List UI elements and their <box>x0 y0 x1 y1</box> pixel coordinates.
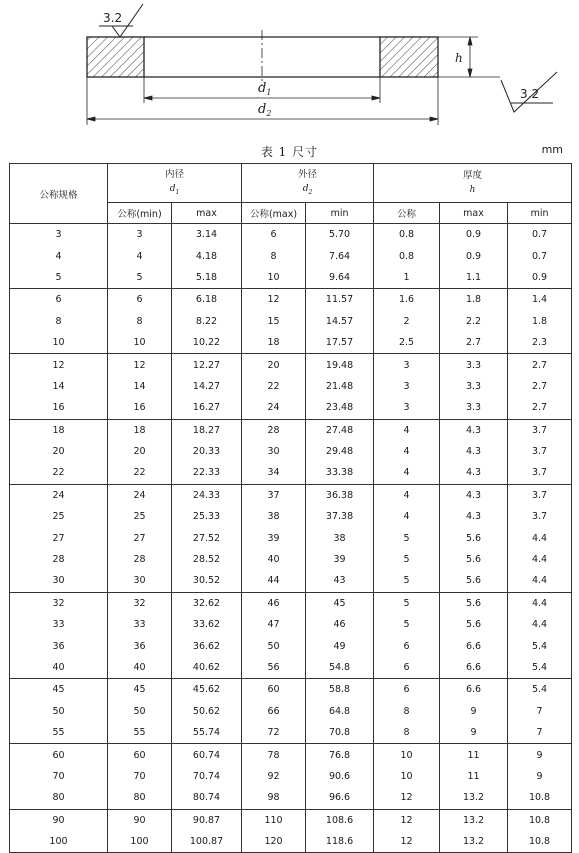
cell-nominal-size: 60 <box>10 744 108 766</box>
table-row <box>10 744 572 766</box>
cell-outer-nominal: 22 <box>242 376 306 397</box>
cell-outer-min: 33.38 <box>306 462 374 484</box>
cell-thick-nominal: 2.5 <box>374 332 440 354</box>
cell-thick-nominal: 3 <box>374 354 440 376</box>
cell-outer-nominal: 44 <box>242 570 306 592</box>
cell-inner-max: 100.87 <box>172 831 242 853</box>
table-row <box>10 484 572 506</box>
table-title: 表 1 尺寸 <box>260 145 319 159</box>
cell-outer-nominal: 18 <box>242 332 306 354</box>
cell-inner-nominal: 18 <box>108 419 172 441</box>
table-row <box>10 354 572 376</box>
cell-nominal-size: 25 <box>10 506 108 527</box>
cell-thick-max: 5.6 <box>440 570 508 592</box>
table-row <box>10 657 572 679</box>
cell-outer-min: 14.57 <box>306 311 374 332</box>
table-row <box>10 397 572 419</box>
cell-thick-max: 3.3 <box>440 376 508 397</box>
cell-inner-max: 32.62 <box>172 592 242 614</box>
table-row <box>10 722 572 744</box>
cell-thick-max: 4.3 <box>440 506 508 527</box>
cell-inner-max: 24.33 <box>172 484 242 506</box>
cell-outer-min: 11.57 <box>306 289 374 311</box>
cell-nominal-size: 10 <box>10 332 108 354</box>
cell-inner-nominal: 60 <box>108 744 172 766</box>
subheader-thick-min: min <box>508 203 572 224</box>
cell-inner-nominal: 22 <box>108 462 172 484</box>
cell-inner-max: 33.62 <box>172 614 242 635</box>
subheader-inner-max: max <box>172 203 242 224</box>
cell-thick-min: 5.4 <box>508 679 572 701</box>
cell-thick-nominal: 5 <box>374 614 440 635</box>
cell-nominal-size: 27 <box>10 527 108 548</box>
cell-thick-nominal: 5 <box>374 527 440 548</box>
cell-thick-nominal: 12 <box>374 787 440 809</box>
cell-thick-nominal: 4 <box>374 441 440 462</box>
cell-nominal-size: 33 <box>10 614 108 635</box>
cell-outer-min: 108.6 <box>306 809 374 831</box>
dimension-table <box>9 163 572 853</box>
table-row <box>10 289 572 311</box>
cell-inner-max: 4.18 <box>172 245 242 266</box>
cell-thick-nominal: 6 <box>374 635 440 656</box>
cell-outer-min: 9.64 <box>306 267 374 289</box>
cell-thick-min: 5.4 <box>508 657 572 679</box>
cell-outer-min: 39 <box>306 549 374 570</box>
cell-outer-nominal: 60 <box>242 679 306 701</box>
cell-outer-min: 58.8 <box>306 679 374 701</box>
cell-outer-min: 76.8 <box>306 744 374 766</box>
cell-outer-nominal: 40 <box>242 549 306 570</box>
cell-thick-max: 6.6 <box>440 657 508 679</box>
cell-thick-max: 5.6 <box>440 527 508 548</box>
cell-outer-min: 23.48 <box>306 397 374 419</box>
table-row <box>10 376 572 397</box>
cell-thick-min: 2.7 <box>508 354 572 376</box>
cell-outer-min: 29.48 <box>306 441 374 462</box>
cell-nominal-size: 70 <box>10 766 108 787</box>
cell-thick-max: 3.3 <box>440 397 508 419</box>
table-row <box>10 766 572 787</box>
cell-outer-min: 21.48 <box>306 376 374 397</box>
cell-inner-nominal: 20 <box>108 441 172 462</box>
cell-outer-nominal: 28 <box>242 419 306 441</box>
table-row <box>10 441 572 462</box>
cell-outer-min: 90.6 <box>306 766 374 787</box>
cell-thick-max: 4.3 <box>440 462 508 484</box>
cell-thick-min: 4.4 <box>508 592 572 614</box>
cell-inner-nominal: 14 <box>108 376 172 397</box>
table-row <box>10 614 572 635</box>
cell-inner-nominal: 33 <box>108 614 172 635</box>
cell-thick-nominal: 3 <box>374 397 440 419</box>
cell-inner-nominal: 30 <box>108 570 172 592</box>
h-label: h <box>455 51 463 65</box>
cell-thick-min: 10.8 <box>508 809 572 831</box>
cell-thick-nominal: 6 <box>374 657 440 679</box>
cell-outer-nominal: 98 <box>242 787 306 809</box>
cell-inner-nominal: 24 <box>108 484 172 506</box>
cell-thick-max: 13.2 <box>440 809 508 831</box>
cell-nominal-size: 14 <box>10 376 108 397</box>
cell-outer-nominal: 56 <box>242 657 306 679</box>
cell-inner-nominal: 3 <box>108 224 172 246</box>
cell-inner-max: 6.18 <box>172 289 242 311</box>
cell-thick-nominal: 4 <box>374 462 440 484</box>
cell-inner-nominal: 27 <box>108 527 172 548</box>
cell-inner-nominal: 25 <box>108 506 172 527</box>
cell-thick-nominal: 10 <box>374 766 440 787</box>
cell-nominal-size: 80 <box>10 787 108 809</box>
cell-inner-max: 27.52 <box>172 527 242 548</box>
cell-outer-min: 27.48 <box>306 419 374 441</box>
cell-outer-nominal: 120 <box>242 831 306 853</box>
cell-thick-nominal: 6 <box>374 679 440 701</box>
cell-thick-min: 7 <box>508 701 572 722</box>
table-row <box>10 809 572 831</box>
cell-outer-min: 46 <box>306 614 374 635</box>
cell-thick-nominal: 4 <box>374 506 440 527</box>
cell-thick-max: 1.8 <box>440 289 508 311</box>
table-body <box>10 224 572 853</box>
cell-thick-nominal: 4 <box>374 484 440 506</box>
table-row <box>10 332 572 354</box>
cell-thick-min: 2.7 <box>508 397 572 419</box>
cell-inner-nominal: 45 <box>108 679 172 701</box>
cell-thick-max: 0.9 <box>440 224 508 246</box>
cell-nominal-size: 36 <box>10 635 108 656</box>
subheader-thick-max: max <box>440 203 508 224</box>
cell-nominal-size: 55 <box>10 722 108 744</box>
d1-label: $d_1$ <box>258 81 272 97</box>
cell-thick-min: 2.7 <box>508 376 572 397</box>
cell-outer-nominal: 8 <box>242 245 306 266</box>
cell-inner-nominal: 4 <box>108 245 172 266</box>
cell-thick-min: 0.7 <box>508 224 572 246</box>
table-row <box>10 679 572 701</box>
cell-inner-max: 36.62 <box>172 635 242 656</box>
cell-inner-max: 90.87 <box>172 809 242 831</box>
cell-inner-nominal: 90 <box>108 809 172 831</box>
cell-thick-nominal: 10 <box>374 744 440 766</box>
cell-inner-nominal: 5 <box>108 267 172 289</box>
right-section-hatch <box>380 37 438 77</box>
cell-nominal-size: 5 <box>10 267 108 289</box>
subheader-inner-nominal: 公称(min) <box>108 203 172 224</box>
subheader-outer-nominal: 公称(max) <box>242 203 306 224</box>
table-row <box>10 224 572 246</box>
cell-thick-min: 4.4 <box>508 527 572 548</box>
table-row <box>10 635 572 656</box>
cell-inner-nominal: 100 <box>108 831 172 853</box>
cell-outer-min: 64.8 <box>306 701 374 722</box>
cell-thick-max: 4.3 <box>440 484 508 506</box>
cell-thick-max: 13.2 <box>440 831 508 853</box>
cell-outer-min: 36.38 <box>306 484 374 506</box>
washer-outline <box>87 37 438 77</box>
cell-thick-max: 5.6 <box>440 592 508 614</box>
cell-thick-min: 10.8 <box>508 787 572 809</box>
unit-label: mm <box>541 143 563 156</box>
cell-thick-max: 4.3 <box>440 441 508 462</box>
cell-inner-max: 80.74 <box>172 787 242 809</box>
cell-nominal-size: 12 <box>10 354 108 376</box>
cell-thick-nominal: 5 <box>374 549 440 570</box>
washer-section-drawing <box>0 0 579 140</box>
cell-outer-nominal: 24 <box>242 397 306 419</box>
cell-outer-min: 17.57 <box>306 332 374 354</box>
cell-inner-nominal: 80 <box>108 787 172 809</box>
cell-outer-min: 37.38 <box>306 506 374 527</box>
cell-nominal-size: 28 <box>10 549 108 570</box>
cell-outer-min: 43 <box>306 570 374 592</box>
table-row <box>10 419 572 441</box>
cell-outer-nominal: 47 <box>242 614 306 635</box>
cell-outer-min: 118.6 <box>306 831 374 853</box>
table-caption <box>0 143 579 161</box>
cell-thick-min: 1.4 <box>508 289 572 311</box>
cell-outer-min: 19.48 <box>306 354 374 376</box>
subheader-thick-nominal: 公称 <box>374 203 440 224</box>
cell-thick-min: 4.4 <box>508 549 572 570</box>
cell-thick-nominal: 12 <box>374 831 440 853</box>
cell-thick-min: 4.4 <box>508 614 572 635</box>
header-outer-diameter: 外径 $d_2$ <box>242 164 374 203</box>
cell-inner-nominal: 6 <box>108 289 172 311</box>
cell-inner-max: 16.27 <box>172 397 242 419</box>
header-thickness: 厚度 h <box>374 164 572 203</box>
cell-inner-max: 3.14 <box>172 224 242 246</box>
cell-inner-nominal: 36 <box>108 635 172 656</box>
cell-inner-max: 12.27 <box>172 354 242 376</box>
height-dimension <box>438 37 500 77</box>
cell-nominal-size: 100 <box>10 831 108 853</box>
table-row <box>10 527 572 548</box>
cell-inner-max: 8.22 <box>172 311 242 332</box>
cell-inner-max: 40.62 <box>172 657 242 679</box>
cell-outer-min: 45 <box>306 592 374 614</box>
cell-inner-max: 25.33 <box>172 506 242 527</box>
cell-outer-nominal: 15 <box>242 311 306 332</box>
table-row <box>10 549 572 570</box>
table-row <box>10 462 572 484</box>
cell-inner-max: 18.27 <box>172 419 242 441</box>
cell-nominal-size: 45 <box>10 679 108 701</box>
cell-outer-min: 96.6 <box>306 787 374 809</box>
cell-thick-min: 3.7 <box>508 506 572 527</box>
cell-outer-nominal: 30 <box>242 441 306 462</box>
cell-inner-nominal: 28 <box>108 549 172 570</box>
cell-thick-min: 0.7 <box>508 245 572 266</box>
cell-outer-nominal: 20 <box>242 354 306 376</box>
cell-nominal-size: 20 <box>10 441 108 462</box>
cell-nominal-size: 3 <box>10 224 108 246</box>
subheader-outer-min: min <box>306 203 374 224</box>
cell-inner-max: 50.62 <box>172 701 242 722</box>
cell-outer-nominal: 6 <box>242 224 306 246</box>
cell-thick-min: 7 <box>508 722 572 744</box>
cell-nominal-size: 90 <box>10 809 108 831</box>
left-section-hatch <box>87 37 144 77</box>
cell-thick-min: 10.8 <box>508 831 572 853</box>
cell-nominal-size: 18 <box>10 419 108 441</box>
cell-inner-max: 60.74 <box>172 744 242 766</box>
cell-nominal-size: 40 <box>10 657 108 679</box>
cell-outer-nominal: 12 <box>242 289 306 311</box>
cell-thick-max: 5.6 <box>440 614 508 635</box>
cell-inner-nominal: 8 <box>108 311 172 332</box>
cell-inner-max: 55.74 <box>172 722 242 744</box>
cell-outer-min: 49 <box>306 635 374 656</box>
cell-thick-min: 1.8 <box>508 311 572 332</box>
table-row <box>10 506 572 527</box>
cell-nominal-size: 4 <box>10 245 108 266</box>
cell-inner-max: 10.22 <box>172 332 242 354</box>
d2-label: $d_2$ <box>258 102 272 118</box>
table-row <box>10 701 572 722</box>
cell-thick-nominal: 1 <box>374 267 440 289</box>
cell-thick-min: 3.7 <box>508 484 572 506</box>
cell-nominal-size: 50 <box>10 701 108 722</box>
cell-thick-min: 4.4 <box>508 570 572 592</box>
header-nominal-size: 公称规格 <box>10 164 108 224</box>
cell-outer-nominal: 46 <box>242 592 306 614</box>
cell-nominal-size: 30 <box>10 570 108 592</box>
table-row <box>10 787 572 809</box>
table-row <box>10 267 572 289</box>
table-row <box>10 311 572 332</box>
cell-thick-min: 9 <box>508 766 572 787</box>
cell-thick-max: 4.3 <box>440 419 508 441</box>
cell-thick-nominal: 8 <box>374 722 440 744</box>
cell-inner-max: 20.33 <box>172 441 242 462</box>
cell-thick-nominal: 3 <box>374 376 440 397</box>
cell-outer-nominal: 66 <box>242 701 306 722</box>
cell-thick-max: 2.7 <box>440 332 508 354</box>
cell-thick-nominal: 12 <box>374 809 440 831</box>
cell-outer-min: 7.64 <box>306 245 374 266</box>
cell-outer-nominal: 10 <box>242 267 306 289</box>
cell-outer-nominal: 39 <box>242 527 306 548</box>
cell-inner-nominal: 40 <box>108 657 172 679</box>
table-row <box>10 831 572 853</box>
cell-inner-nominal: 70 <box>108 766 172 787</box>
header-inner-diameter: 内径 $d_1$ <box>108 164 242 203</box>
cell-outer-nominal: 37 <box>242 484 306 506</box>
cell-nominal-size: 22 <box>10 462 108 484</box>
cell-inner-max: 28.52 <box>172 549 242 570</box>
cell-outer-nominal: 78 <box>242 744 306 766</box>
cell-thick-min: 0.9 <box>508 267 572 289</box>
cell-thick-nominal: 1.6 <box>374 289 440 311</box>
table-row <box>10 570 572 592</box>
cell-nominal-size: 6 <box>10 289 108 311</box>
cell-inner-nominal: 16 <box>108 397 172 419</box>
cell-inner-nominal: 32 <box>108 592 172 614</box>
cell-thick-nominal: 0.8 <box>374 224 440 246</box>
cell-nominal-size: 8 <box>10 311 108 332</box>
cell-outer-nominal: 50 <box>242 635 306 656</box>
cell-inner-nominal: 55 <box>108 722 172 744</box>
cell-outer-nominal: 72 <box>242 722 306 744</box>
cell-thick-max: 0.9 <box>440 245 508 266</box>
cell-inner-nominal: 50 <box>108 701 172 722</box>
cell-thick-nominal: 4 <box>374 419 440 441</box>
cell-thick-max: 5.6 <box>440 549 508 570</box>
cell-thick-max: 6.6 <box>440 679 508 701</box>
cell-thick-min: 5.4 <box>508 635 572 656</box>
cell-thick-max: 1.1 <box>440 267 508 289</box>
cell-nominal-size: 32 <box>10 592 108 614</box>
cell-thick-nominal: 5 <box>374 570 440 592</box>
roughness-value-top: 3.2 <box>103 11 123 25</box>
cell-thick-nominal: 5 <box>374 592 440 614</box>
cell-thick-max: 13.2 <box>440 787 508 809</box>
cell-thick-max: 11 <box>440 744 508 766</box>
cell-thick-nominal: 2 <box>374 311 440 332</box>
cell-outer-min: 5.70 <box>306 224 374 246</box>
cell-thick-max: 9 <box>440 722 508 744</box>
cell-inner-max: 14.27 <box>172 376 242 397</box>
cell-thick-min: 3.7 <box>508 441 572 462</box>
cell-inner-max: 30.52 <box>172 570 242 592</box>
cell-nominal-size: 16 <box>10 397 108 419</box>
cell-thick-nominal: 8 <box>374 701 440 722</box>
cell-thick-max: 9 <box>440 701 508 722</box>
roughness-value-right: 3.2 <box>520 87 540 101</box>
cell-thick-max: 11 <box>440 766 508 787</box>
cell-thick-nominal: 0.8 <box>374 245 440 266</box>
cell-inner-max: 22.33 <box>172 462 242 484</box>
cell-outer-nominal: 92 <box>242 766 306 787</box>
cell-outer-nominal: 110 <box>242 809 306 831</box>
cell-inner-nominal: 12 <box>108 354 172 376</box>
cell-thick-min: 3.7 <box>508 462 572 484</box>
cell-thick-min: 9 <box>508 744 572 766</box>
cell-outer-min: 38 <box>306 527 374 548</box>
cell-thick-max: 2.2 <box>440 311 508 332</box>
cell-outer-nominal: 34 <box>242 462 306 484</box>
cell-inner-max: 70.74 <box>172 766 242 787</box>
cell-thick-max: 3.3 <box>440 354 508 376</box>
cell-outer-nominal: 38 <box>242 506 306 527</box>
cell-inner-nominal: 10 <box>108 332 172 354</box>
table-row <box>10 245 572 266</box>
cell-nominal-size: 24 <box>10 484 108 506</box>
table-row <box>10 592 572 614</box>
cell-outer-min: 70.8 <box>306 722 374 744</box>
cell-outer-min: 54.8 <box>306 657 374 679</box>
cell-thick-max: 6.6 <box>440 635 508 656</box>
cell-thick-min: 3.7 <box>508 419 572 441</box>
cell-thick-min: 2.3 <box>508 332 572 354</box>
cell-inner-max: 45.62 <box>172 679 242 701</box>
cell-inner-max: 5.18 <box>172 267 242 289</box>
